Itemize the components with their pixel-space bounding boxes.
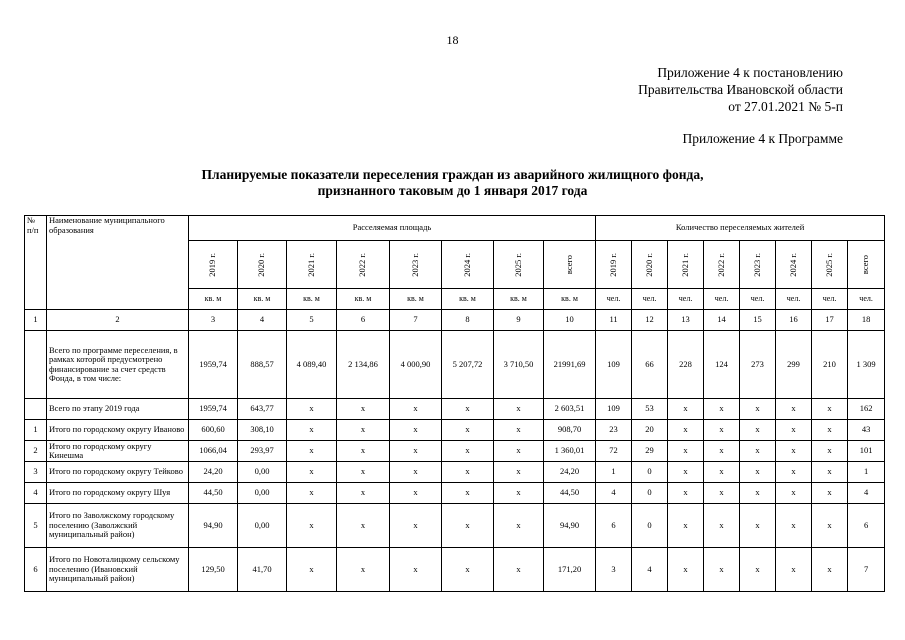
area-value: x xyxy=(442,504,494,548)
row-number: 6 xyxy=(25,548,47,592)
people-unit-header: чел. xyxy=(740,289,776,310)
row-number xyxy=(25,399,47,420)
area-year-header xyxy=(337,241,390,289)
people-value: x xyxy=(812,441,848,462)
people-value: 4 xyxy=(596,483,632,504)
people-value: x xyxy=(704,441,740,462)
people-value: x xyxy=(740,441,776,462)
people-unit-header: чел. xyxy=(848,289,885,310)
appendix-header xyxy=(638,64,843,115)
column-number: 2 xyxy=(47,310,189,331)
header-area-group: Расселяемая площадь xyxy=(189,216,596,241)
people-value: x xyxy=(668,462,704,483)
column-number: 17 xyxy=(812,310,848,331)
people-value: x xyxy=(704,399,740,420)
column-number: 3 xyxy=(189,310,238,331)
area-value: x xyxy=(287,483,337,504)
people-value: x xyxy=(776,441,812,462)
year-label: всего xyxy=(860,254,871,275)
people-unit-header: чел. xyxy=(704,289,740,310)
row-number: 4 xyxy=(25,483,47,504)
people-unit-header: чел. xyxy=(668,289,704,310)
year-label: 2021 г. xyxy=(679,252,690,277)
row-number xyxy=(25,331,47,399)
area-unit-header: кв. м xyxy=(189,289,238,310)
program-reference: Приложение 4 к Программе xyxy=(682,131,843,146)
area-value: 171,20 xyxy=(544,548,596,592)
area-unit-header: кв. м xyxy=(238,289,287,310)
people-value: x xyxy=(740,399,776,420)
people-value: 124 xyxy=(704,331,740,399)
people-value: x xyxy=(668,483,704,504)
area-value: x xyxy=(442,483,494,504)
area-value: 1959,74 xyxy=(189,331,238,399)
area-value: 308,10 xyxy=(238,420,287,441)
area-value: x xyxy=(442,548,494,592)
people-year-header xyxy=(596,241,632,289)
year-label: 2024 г. xyxy=(461,252,472,277)
people-value: 29 xyxy=(632,441,668,462)
page-number: 18 xyxy=(446,33,459,47)
area-value: 41,70 xyxy=(238,548,287,592)
people-value: 43 xyxy=(848,420,885,441)
appendix-line-2: Правительства Ивановской области xyxy=(638,82,843,97)
title-line-1: Планируемые показатели переселения граждан из аварийного жилищного фонда, xyxy=(201,167,704,182)
people-value: 3 xyxy=(596,548,632,592)
area-value: 888,57 xyxy=(238,331,287,399)
people-value: x xyxy=(776,399,812,420)
people-year-header xyxy=(704,241,740,289)
area-value: x xyxy=(337,548,390,592)
people-value: x xyxy=(668,548,704,592)
resettlement-table xyxy=(24,215,885,592)
people-value: x xyxy=(812,420,848,441)
people-year-header xyxy=(848,241,885,289)
document-title xyxy=(0,167,905,199)
area-year-header xyxy=(494,241,544,289)
area-unit-header: кв. м xyxy=(442,289,494,310)
people-value: 23 xyxy=(596,420,632,441)
area-value: x xyxy=(390,483,442,504)
column-number: 5 xyxy=(287,310,337,331)
area-value: x xyxy=(337,462,390,483)
people-year-header xyxy=(812,241,848,289)
people-value: x xyxy=(668,399,704,420)
table-row xyxy=(25,399,885,420)
people-value: 4 xyxy=(848,483,885,504)
column-number: 6 xyxy=(337,310,390,331)
people-value: x xyxy=(776,420,812,441)
area-value: x xyxy=(390,504,442,548)
column-number: 13 xyxy=(668,310,704,331)
area-value: x xyxy=(390,399,442,420)
area-value: 24,20 xyxy=(189,462,238,483)
people-value: 0 xyxy=(632,462,668,483)
people-value: 0 xyxy=(632,504,668,548)
area-unit-header: кв. м xyxy=(287,289,337,310)
year-label: 2019 г. xyxy=(607,252,618,277)
area-value: x xyxy=(442,462,494,483)
people-value: x xyxy=(668,420,704,441)
area-value: x xyxy=(390,420,442,441)
year-label: 2020 г. xyxy=(643,252,654,277)
area-value: x xyxy=(337,504,390,548)
column-number: 12 xyxy=(632,310,668,331)
people-value: x xyxy=(740,462,776,483)
area-value: 1 360,01 xyxy=(544,441,596,462)
people-value: 210 xyxy=(812,331,848,399)
column-number: 15 xyxy=(740,310,776,331)
area-value: 4 089,40 xyxy=(287,331,337,399)
people-value: x xyxy=(704,420,740,441)
people-value: x xyxy=(740,548,776,592)
area-value: x xyxy=(287,441,337,462)
row-name: Итого по Заволжскому городскому поселению (Заволжский муниципальный район) xyxy=(47,504,189,548)
area-value: x xyxy=(442,420,494,441)
area-value: 0,00 xyxy=(238,462,287,483)
area-value: 94,90 xyxy=(544,504,596,548)
area-value: x xyxy=(494,441,544,462)
area-value: x xyxy=(337,420,390,441)
area-value: x xyxy=(337,483,390,504)
people-value: 299 xyxy=(776,331,812,399)
header-name: Наименование муниципального образования xyxy=(47,216,189,310)
area-value: 21991,69 xyxy=(544,331,596,399)
people-value: x xyxy=(668,441,704,462)
title-line-2: признанного таковым до 1 января 2017 года xyxy=(317,183,588,198)
area-value: 1066,04 xyxy=(189,441,238,462)
people-value: 273 xyxy=(740,331,776,399)
area-year-header xyxy=(442,241,494,289)
people-year-header xyxy=(740,241,776,289)
people-value: 72 xyxy=(596,441,632,462)
area-unit-header: кв. м xyxy=(390,289,442,310)
row-name: Всего по программе переселения, в рамках которой предусмотрено финансирование за счет средств Фонда, в том числе: xyxy=(47,331,189,399)
people-year-header xyxy=(632,241,668,289)
area-value: x xyxy=(494,483,544,504)
people-value: x xyxy=(812,483,848,504)
people-value: x xyxy=(740,420,776,441)
people-value: x xyxy=(704,504,740,548)
people-value: 109 xyxy=(596,331,632,399)
people-value: x xyxy=(704,548,740,592)
year-label: 2020 г. xyxy=(256,252,267,277)
area-value: 0,00 xyxy=(238,483,287,504)
table-row xyxy=(25,420,885,441)
year-label: всего xyxy=(563,254,574,275)
year-label: 2022 г. xyxy=(715,252,726,277)
people-value: 162 xyxy=(848,399,885,420)
area-year-header xyxy=(238,241,287,289)
row-name: Итого по городскому округу Иваново xyxy=(47,420,189,441)
area-value: 24,20 xyxy=(544,462,596,483)
people-value: 7 xyxy=(848,548,885,592)
area-value: 44,50 xyxy=(189,483,238,504)
area-year-header xyxy=(189,241,238,289)
column-number: 16 xyxy=(776,310,812,331)
area-value: 0,00 xyxy=(238,504,287,548)
row-name: Итого по городскому округу Шуя xyxy=(47,483,189,504)
area-value: x xyxy=(442,441,494,462)
column-number: 10 xyxy=(544,310,596,331)
year-label: 2024 г. xyxy=(787,252,798,277)
area-value: x xyxy=(494,420,544,441)
year-label: 2025 г. xyxy=(512,252,523,277)
area-value: 4 000,90 xyxy=(390,331,442,399)
year-label: 2023 г. xyxy=(409,252,420,277)
people-value: x xyxy=(776,483,812,504)
people-year-header xyxy=(668,241,704,289)
table-row xyxy=(25,462,885,483)
column-number: 18 xyxy=(848,310,885,331)
row-number: 3 xyxy=(25,462,47,483)
year-label: 2025 г. xyxy=(823,252,834,277)
row-number: 5 xyxy=(25,504,47,548)
column-number: 14 xyxy=(704,310,740,331)
area-year-header xyxy=(287,241,337,289)
area-value: 94,90 xyxy=(189,504,238,548)
area-value: 643,77 xyxy=(238,399,287,420)
area-value: 1959,74 xyxy=(189,399,238,420)
area-value: x xyxy=(442,399,494,420)
people-value: 4 xyxy=(632,548,668,592)
people-value: 53 xyxy=(632,399,668,420)
area-value: x xyxy=(494,548,544,592)
column-number: 8 xyxy=(442,310,494,331)
table-row xyxy=(25,548,885,592)
area-value: x xyxy=(390,462,442,483)
area-year-header xyxy=(390,241,442,289)
people-unit-header: чел. xyxy=(632,289,668,310)
column-number: 4 xyxy=(238,310,287,331)
people-value: x xyxy=(812,548,848,592)
area-unit-header: кв. м xyxy=(494,289,544,310)
people-value: 66 xyxy=(632,331,668,399)
column-number: 11 xyxy=(596,310,632,331)
people-value: x xyxy=(704,462,740,483)
people-value: 1 xyxy=(848,462,885,483)
people-value: x xyxy=(668,504,704,548)
people-unit-header: чел. xyxy=(776,289,812,310)
table-row xyxy=(25,504,885,548)
year-label: 2021 г. xyxy=(305,252,316,277)
appendix-line-1: Приложение 4 к постановлению xyxy=(657,65,843,80)
row-name: Итого по городскому округу Кинешма xyxy=(47,441,189,462)
row-number: 1 xyxy=(25,420,47,441)
row-number: 2 xyxy=(25,441,47,462)
area-value: x xyxy=(287,504,337,548)
area-value: x xyxy=(494,399,544,420)
people-value: x xyxy=(776,504,812,548)
area-value: 908,70 xyxy=(544,420,596,441)
column-number: 7 xyxy=(390,310,442,331)
table-row xyxy=(25,441,885,462)
people-value: x xyxy=(704,483,740,504)
people-value: 20 xyxy=(632,420,668,441)
area-value: x xyxy=(337,399,390,420)
row-name: Итого по Новоталицкому сельскому поселению (Ивановский муниципальный район) xyxy=(47,548,189,592)
people-value: x xyxy=(776,548,812,592)
area-value: x xyxy=(287,399,337,420)
area-value: x xyxy=(287,462,337,483)
area-value: 3 710,50 xyxy=(494,331,544,399)
area-value: x xyxy=(287,420,337,441)
people-value: 1 xyxy=(596,462,632,483)
year-label: 2023 г. xyxy=(751,252,762,277)
area-year-header xyxy=(544,241,596,289)
header-people-group: Количество переселяемых жителей xyxy=(596,216,885,241)
area-value: 129,50 xyxy=(189,548,238,592)
area-value: 2 603,51 xyxy=(544,399,596,420)
people-value: x xyxy=(812,462,848,483)
people-unit-header: чел. xyxy=(596,289,632,310)
area-value: 2 134,86 xyxy=(337,331,390,399)
area-value: 44,50 xyxy=(544,483,596,504)
area-value: x xyxy=(494,504,544,548)
people-value: x xyxy=(812,504,848,548)
area-value: x xyxy=(390,548,442,592)
row-name: Итого по городскому округу Тейково xyxy=(47,462,189,483)
area-value: 5 207,72 xyxy=(442,331,494,399)
area-value: x xyxy=(337,441,390,462)
area-unit-header: кв. м xyxy=(337,289,390,310)
appendix-line-3: от 27.01.2021 № 5-п xyxy=(728,99,843,114)
year-label: 2022 г. xyxy=(357,252,368,277)
people-unit-header: чел. xyxy=(812,289,848,310)
table-row xyxy=(25,331,885,399)
people-value: 101 xyxy=(848,441,885,462)
people-value: 109 xyxy=(596,399,632,420)
people-value: x xyxy=(740,483,776,504)
column-number: 9 xyxy=(494,310,544,331)
people-value: 6 xyxy=(596,504,632,548)
column-number: 1 xyxy=(25,310,47,331)
area-value: x xyxy=(494,462,544,483)
people-value: 0 xyxy=(632,483,668,504)
area-unit-header: кв. м xyxy=(544,289,596,310)
area-value: 600,60 xyxy=(189,420,238,441)
table-row xyxy=(25,483,885,504)
row-name: Всего по этапу 2019 года xyxy=(47,399,189,420)
area-value: x xyxy=(287,548,337,592)
people-value: 6 xyxy=(848,504,885,548)
year-label: 2019 г. xyxy=(207,252,218,277)
header-num: № п/п xyxy=(25,216,47,310)
people-value: x xyxy=(776,462,812,483)
people-value: 228 xyxy=(668,331,704,399)
people-year-header xyxy=(776,241,812,289)
area-value: x xyxy=(390,441,442,462)
people-value: 1 309 xyxy=(848,331,885,399)
people-value: x xyxy=(740,504,776,548)
area-value: 293,97 xyxy=(238,441,287,462)
people-value: x xyxy=(812,399,848,420)
